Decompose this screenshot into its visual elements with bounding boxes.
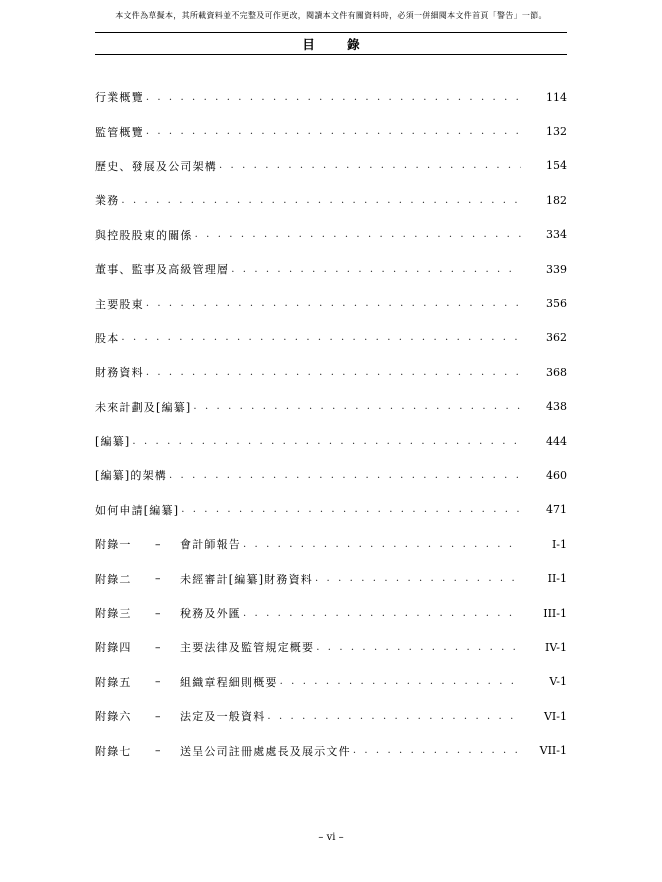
page-title: 目 錄 xyxy=(302,37,374,52)
toc-appendix-2[interactable] xyxy=(95,561,567,595)
toc-entry-page: 368 xyxy=(546,365,567,379)
leader-dots xyxy=(243,539,521,550)
leader-dots xyxy=(146,367,521,378)
appendix-dash: – xyxy=(155,606,161,620)
leader-dots xyxy=(132,436,521,447)
toc-entry-label: 與控股股東的關係 xyxy=(95,228,193,242)
toc-entry-page: 444 xyxy=(546,434,567,448)
leader-dots xyxy=(181,504,521,515)
toc-entry-future-plans[interactable] xyxy=(95,390,567,424)
appendix-label: 稅務及外匯 xyxy=(180,607,241,621)
toc-appendix-3[interactable] xyxy=(95,596,567,630)
leader-dots xyxy=(231,264,521,275)
toc-entry-page: 438 xyxy=(546,400,567,414)
appendix-page: VII-1 xyxy=(539,744,567,758)
leader-dots xyxy=(146,92,521,103)
leader-dots xyxy=(169,470,521,481)
toc-entry-substantial-shareholders[interactable] xyxy=(95,286,567,320)
appendix-page: IV-1 xyxy=(545,640,567,654)
appendix-dash: – xyxy=(155,709,161,723)
title-rule-top xyxy=(95,32,567,33)
appendix-label: 法定及一般資料 xyxy=(180,710,266,724)
leader-dots xyxy=(243,608,521,619)
toc-entry-page: 339 xyxy=(546,262,567,276)
appendix-prefix: 附錄五 xyxy=(95,675,132,689)
appendix-page: I-1 xyxy=(551,537,567,551)
leader-dots xyxy=(193,401,521,412)
toc-entry-label: [編纂] xyxy=(95,435,131,449)
toc-entry-structure[interactable] xyxy=(95,458,567,492)
toc-entry-page: 182 xyxy=(546,193,567,207)
appendix-label: 未經審計[編纂]財務資料 xyxy=(180,572,313,586)
page-number: – vi – xyxy=(318,832,344,843)
title-rule-bottom xyxy=(95,54,567,55)
toc-entry-page: 114 xyxy=(546,90,567,104)
appendix-label: 組織章程細則概要 xyxy=(180,675,278,689)
toc-entry-directors[interactable] xyxy=(95,252,567,286)
leader-dots xyxy=(195,229,521,240)
appendix-prefix: 附錄七 xyxy=(95,744,132,758)
leader-dots xyxy=(146,298,521,309)
toc-appendix-1[interactable] xyxy=(95,527,567,561)
toc-entry-page: 334 xyxy=(546,228,567,242)
toc-entry-page: 362 xyxy=(546,331,567,345)
toc-entry-label: 股本 xyxy=(95,331,120,345)
table-of-contents xyxy=(95,80,567,768)
toc-entry-label: 歷史、發展及公司架構 xyxy=(95,159,217,173)
leader-dots xyxy=(267,711,521,722)
appendix-label: 會計師報告 xyxy=(180,538,241,552)
toc-entry-industry-overview[interactable] xyxy=(95,80,567,114)
leader-dots xyxy=(146,126,521,137)
toc-entry-label: 主要股東 xyxy=(95,297,144,311)
appendix-dash: – xyxy=(155,675,161,689)
toc-appendix-4[interactable] xyxy=(95,630,567,664)
appendix-page: III-1 xyxy=(543,606,567,620)
appendix-prefix: 附錄四 xyxy=(95,641,132,655)
toc-entry-label: 財務資料 xyxy=(95,366,144,380)
toc-entry-label: 監管概覽 xyxy=(95,125,144,139)
appendix-prefix: 附錄六 xyxy=(95,710,132,724)
appendix-page: II-1 xyxy=(547,572,567,586)
leader-dots xyxy=(121,332,521,343)
toc-entry-label: 如何申請[編纂] xyxy=(95,503,180,517)
toc-entry-page: 132 xyxy=(546,125,567,139)
appendix-dash: – xyxy=(155,744,161,758)
draft-notice: 本文件為草擬本，其所載資料並不完整及可作更改，閱讀本文件有關資料時，必須一併細閱本文件首頁「警告」一節。 xyxy=(115,11,547,20)
toc-entry-how-to-apply[interactable] xyxy=(95,493,567,527)
appendix-dash: – xyxy=(155,572,161,586)
toc-entry-history[interactable] xyxy=(95,149,567,183)
appendix-label: 送呈公司註冊處處長及展示文件 xyxy=(180,744,351,758)
toc-entry-redacted[interactable] xyxy=(95,424,567,458)
leader-dots xyxy=(121,195,521,206)
toc-appendix-6[interactable] xyxy=(95,699,567,733)
toc-entry-page: 471 xyxy=(546,503,567,517)
leader-dots xyxy=(280,676,521,687)
leader-dots xyxy=(315,573,521,584)
toc-entry-page: 154 xyxy=(546,159,567,173)
appendix-prefix: 附錄一 xyxy=(95,538,132,552)
toc-appendix-5[interactable] xyxy=(95,665,567,699)
appendix-page: VI-1 xyxy=(543,709,567,723)
toc-entry-business[interactable] xyxy=(95,183,567,217)
appendix-label: 主要法律及監管規定概要 xyxy=(180,641,315,655)
toc-entry-controlling-shareholders[interactable] xyxy=(95,218,567,252)
toc-entry-page: 460 xyxy=(546,468,567,482)
appendix-prefix: 附錄三 xyxy=(95,607,132,621)
leader-dots xyxy=(316,642,521,653)
toc-entry-label: 業務 xyxy=(95,194,120,208)
toc-entry-label: 行業概覽 xyxy=(95,91,144,105)
toc-entry-financial-information[interactable] xyxy=(95,355,567,389)
toc-entry-page: 356 xyxy=(546,297,567,311)
appendix-prefix: 附錄二 xyxy=(95,572,132,586)
toc-entry-label: 未來計劃及[編纂] xyxy=(95,400,192,414)
toc-entry-label: 董事、監事及高級管理層 xyxy=(95,263,230,277)
leader-dots xyxy=(219,160,521,171)
appendix-dash: – xyxy=(155,537,161,551)
leader-dots xyxy=(353,745,521,756)
toc-appendix-7[interactable] xyxy=(95,733,567,767)
toc-entry-share-capital[interactable] xyxy=(95,321,567,355)
appendix-page: V-1 xyxy=(549,675,567,689)
toc-entry-regulatory-overview[interactable] xyxy=(95,114,567,148)
appendix-dash: – xyxy=(155,640,161,654)
toc-entry-label: [編纂]的架構 xyxy=(95,469,167,483)
